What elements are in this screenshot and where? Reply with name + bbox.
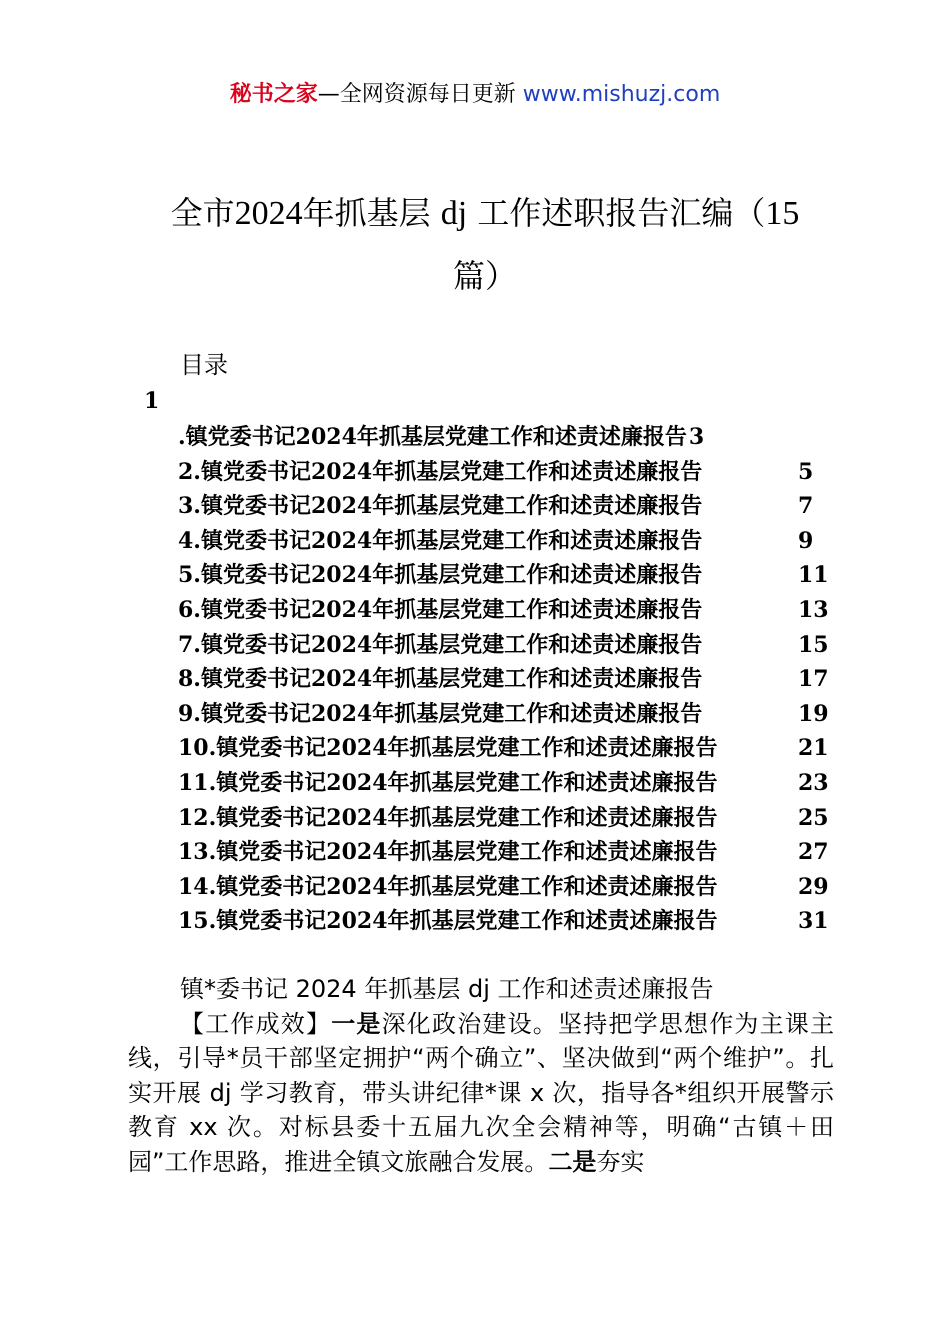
- brand-name: 秘书之家: [229, 82, 318, 107]
- title-part: 全市: [170, 194, 235, 232]
- toc-first-number: 1: [144, 388, 160, 414]
- toc-item-text: 镇党委书记2024年抓基层党建工作和述责述廉报告: [200, 493, 703, 520]
- toc-item[interactable]: [178, 455, 838, 490]
- header-tagline: —全网资源每日更新: [317, 82, 523, 107]
- toc-item-page: 7: [798, 493, 814, 520]
- toc-item-page: 25: [798, 804, 829, 831]
- toc-item[interactable]: [178, 870, 838, 905]
- toc-item[interactable]: [178, 628, 838, 663]
- toc-item[interactable]: [178, 420, 838, 455]
- toc-item-text: 镇党委书记2024年抓基层党建工作和述责述廉报告: [200, 631, 703, 658]
- toc-item-page: 13: [798, 596, 829, 623]
- section-label: 【工作成效】: [180, 1009, 332, 1038]
- toc-item-number: 10.: [178, 735, 217, 762]
- toc-item-text: 镇党委书记2024年抓基层党建工作和述责述廉报告: [216, 735, 718, 762]
- document-title: [130, 182, 840, 307]
- toc-item[interactable]: [178, 801, 838, 836]
- toc-item-number: 6.: [178, 596, 201, 623]
- title-count: 15: [765, 195, 800, 232]
- title-part: 工作述职报告汇编（: [477, 194, 766, 232]
- toc-item-number: 3.: [178, 493, 201, 520]
- toc-item-text: 镇党委书记2024年抓基层党建工作和述责述廉报告: [200, 527, 703, 554]
- toc-item[interactable]: [178, 558, 838, 593]
- toc-item[interactable]: [178, 697, 838, 732]
- toc-item-page: 3: [688, 424, 705, 450]
- paragraph-text: 夯实: [596, 1147, 645, 1176]
- toc-item-number: 13.: [178, 839, 217, 866]
- toc-item[interactable]: [178, 731, 838, 766]
- toc-item[interactable]: [178, 662, 838, 697]
- toc-item-text: 镇党委书记2024年抓基层党建工作和述责述廉报告: [185, 424, 687, 450]
- paragraph-text: 深化政治建设。坚持把学思想作为主课主线，引导*员干部坚定拥护“两个确立”、坚决做到“两个维护”。扎实开展 dj 学习教育，带头讲纪律*课 x 次，指导各*组织开展警示教育 xx 次。对标县委十五届九次全会精神等，明确“古镇＋田园”工作思路，推进全镇文旅融合发展。: [128, 1009, 835, 1176]
- toc-item-text: 镇党委书记2024年抓基层党建工作和述责述廉报告: [216, 804, 718, 831]
- toc-item-number: 11.: [178, 769, 217, 796]
- body-content: [128, 972, 834, 1179]
- toc-item-number: 4.: [178, 527, 201, 554]
- toc-item-text: 镇党委书记2024年抓基层党建工作和述责述廉报告: [200, 458, 703, 485]
- toc-item-page: 15: [798, 631, 829, 658]
- toc-item-text: 镇党委书记2024年抓基层党建工作和述责述廉报告: [200, 596, 703, 623]
- toc-item-text: 镇党委书记2024年抓基层党建工作和述责述廉报告: [216, 908, 718, 935]
- toc-item-text: 镇党委书记2024年抓基层党建工作和述责述廉报告: [216, 769, 718, 796]
- toc-item[interactable]: [178, 835, 838, 870]
- toc-item-number: 9.: [178, 700, 201, 727]
- toc-item[interactable]: [178, 766, 838, 801]
- toc-item[interactable]: [178, 593, 838, 628]
- toc-item-page: 17: [798, 666, 829, 693]
- toc-item-page: 21: [798, 735, 829, 762]
- toc-heading: 目录: [180, 351, 228, 379]
- toc-item-number: 14.: [178, 873, 217, 900]
- toc-item[interactable]: [178, 489, 838, 524]
- toc-item-number: .: [178, 424, 186, 450]
- table-of-contents: [178, 420, 838, 939]
- toc-item-page: 19: [798, 700, 829, 727]
- toc-item[interactable]: [178, 904, 838, 939]
- title-part: 篇）: [452, 257, 517, 295]
- title-dj: dj: [440, 195, 468, 232]
- toc-item-number: 7.: [178, 631, 201, 658]
- toc-item-number: 8.: [178, 666, 201, 693]
- toc-item[interactable]: [178, 524, 838, 559]
- toc-item-text: 镇党委书记2024年抓基层党建工作和述责述廉报告: [216, 873, 718, 900]
- toc-item-text: 镇党委书记2024年抓基层党建工作和述责述廉报告: [200, 666, 703, 693]
- toc-item-page: 23: [798, 769, 829, 796]
- toc-item-text: 镇党委书记2024年抓基层党建工作和述责述廉报告: [216, 839, 718, 866]
- bold-lead: 一是: [331, 1009, 382, 1038]
- toc-item-number: 5.: [178, 562, 201, 589]
- toc-item-page: 5: [798, 458, 814, 485]
- site-url[interactable]: www.mishuzj.com: [522, 82, 721, 107]
- toc-item-number: 2.: [178, 458, 201, 485]
- title-part: 年抓基层: [302, 194, 431, 232]
- toc-item-page: 9: [798, 527, 814, 554]
- toc-item-page: 27: [798, 839, 829, 866]
- title-year: 2024: [234, 195, 303, 232]
- toc-item-number: 15.: [178, 908, 217, 935]
- paragraph: [128, 1007, 834, 1180]
- bold-lead: 二是: [548, 1147, 597, 1176]
- toc-item-text: 镇党委书记2024年抓基层党建工作和述责述廉报告: [200, 562, 703, 589]
- toc-item-text: 镇党委书记2024年抓基层党建工作和述责述廉报告: [200, 700, 703, 727]
- site-header: [0, 80, 950, 110]
- toc-item-page: 11: [798, 562, 829, 589]
- toc-item-page: 31: [798, 908, 829, 935]
- toc-item-number: 12.: [178, 804, 217, 831]
- section-title: 镇*委书记 2024 年抓基层 dj 工作和述责述廉报告: [180, 975, 714, 1003]
- toc-item-page: 29: [798, 873, 829, 900]
